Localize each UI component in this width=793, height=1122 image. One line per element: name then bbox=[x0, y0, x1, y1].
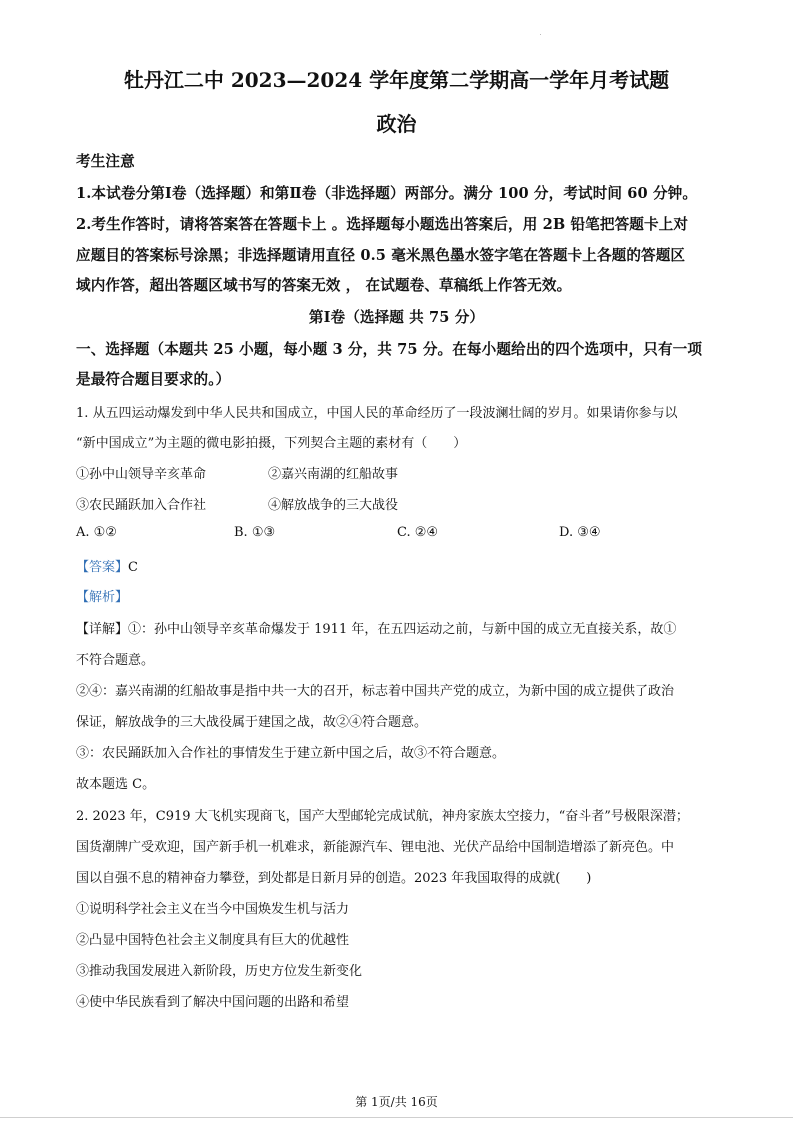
q1-detail-line-2: 不符合题意。 bbox=[76, 653, 155, 668]
part1-heading: 第Ⅰ卷（选择题 共 75 分） bbox=[308, 309, 485, 326]
answer-value: C bbox=[128, 560, 138, 575]
q2-statement-2: ②凸显中国特色社会主义制度具有巨大的优越性 bbox=[76, 933, 350, 948]
page-bottom-rule bbox=[0, 1117, 793, 1118]
q2-statement-1: ①说明科学社会主义在当今中国焕发生机与活力 bbox=[76, 902, 350, 917]
q1-choice-a: A. ①② bbox=[76, 525, 117, 540]
q1-detail-line-3: ②④：嘉兴南湖的红船故事是指中共一大的召开，标志着中国共产党的成立，为新中国的成立提供了政治 bbox=[76, 684, 675, 699]
section-instructions-line-2: 是最符合题目要求的。） bbox=[76, 371, 231, 388]
q1-choice-c: C. ②④ bbox=[397, 525, 439, 540]
section-instructions-line-1: 一、选择题（本题共 25 小题，每小题 3 分，共 75 分。在每小题给出的四个选项中，只有一项 bbox=[76, 341, 703, 358]
q2-stem-line-1: 2. 2023 年，C919 大飞机实现商飞，国产大型邮轮完成试航，神舟家族太空接力，“奋斗者”号极限深潜； bbox=[76, 809, 689, 824]
q2-stem-line-2: 国货潮牌广受欢迎，国产新手机一机难求，新能源汽车、锂电池、光伏产品给中国制造增添了新亮色。中 bbox=[76, 840, 675, 855]
q1-answer bbox=[76, 556, 138, 575]
notice-line-2: 2.考生作答时，请将答案答在答题卡上 。选择题每小题选出答案后，用 2B 铅笔把答题卡上对 bbox=[76, 216, 689, 233]
q2-statement-3: ③推动我国发展进入新阶段，历史方位发生新变化 bbox=[76, 964, 363, 979]
q1-conclusion: 故本题选 C。 bbox=[76, 777, 156, 792]
q1-statement-1: ①孙中山领导辛亥革命 bbox=[76, 467, 207, 482]
q1-choice-d: D. ③④ bbox=[559, 525, 601, 540]
q1-stem-line-2: “新中国成立”为主题的微电影拍摄，下列契合主题的素材有（ ） bbox=[76, 436, 467, 451]
q1-statement-3: ③农民踊跃加入合作社 bbox=[76, 498, 207, 513]
q1-statement-2: ②嘉兴南湖的红船故事 bbox=[268, 467, 399, 482]
notice-heading: 考生注意 bbox=[76, 153, 135, 170]
q1-statement-4: ④解放战争的三大战役 bbox=[268, 498, 399, 513]
exam-title: 牡丹江二中 2023—2024 学年度第二学期高一学年月考试题 bbox=[123, 68, 670, 92]
analysis-tag: 【解析】 bbox=[76, 590, 129, 605]
q2-statement-4: ④使中华民族看到了解决中国问题的出路和希望 bbox=[76, 995, 350, 1010]
subject-title: 政治 bbox=[376, 112, 417, 136]
notice-line-3: 应题目的答案标号涂黑；非选择题请用直径 0.5 毫米黑色墨水签字笔在答题卡上各题的答题区 bbox=[76, 247, 686, 264]
q1-detail-line-4: 保证，解放战争的三大战役属于建国之战，故②④符合题意。 bbox=[76, 715, 428, 730]
page-number: 第 1页/共 16页 bbox=[355, 1095, 438, 1109]
scan-speck bbox=[540, 34, 541, 35]
q2-stem-line-3: 国以自强不息的精神奋力攀登，到处都是日新月异的创造。2023 年我国取得的成就( ) bbox=[76, 871, 592, 886]
q1-detail-line-5: ③：农民踊跃加入合作社的事情发生于建立新中国之后，故③不符合题意。 bbox=[76, 746, 506, 761]
answer-tag: 【答案】 bbox=[76, 560, 129, 575]
q1-stem-line-1: 1. 从五四运动爆发到中华人民共和国成立，中国人民的革命经历了一段波澜壮阔的岁月。如果请你参与以 bbox=[76, 406, 678, 421]
notice-line-1: 1.本试卷分第Ⅰ卷（选择题）和第Ⅱ卷（非选择题）两部分。满分 100 分，考试时间 60 分钟。 bbox=[76, 185, 698, 202]
notice-line-4: 域内作答，超出答题区域书写的答案无效 ， 在试题卷、草稿纸上作答无效。 bbox=[76, 277, 572, 294]
q1-detail-line-1: 【详解】①：孙中山领导辛亥革命爆发于 1911 年，在五四运动之前，与新中国的成立无直接关系，故① bbox=[76, 622, 677, 637]
q1-choice-b: B. ①③ bbox=[234, 525, 276, 540]
